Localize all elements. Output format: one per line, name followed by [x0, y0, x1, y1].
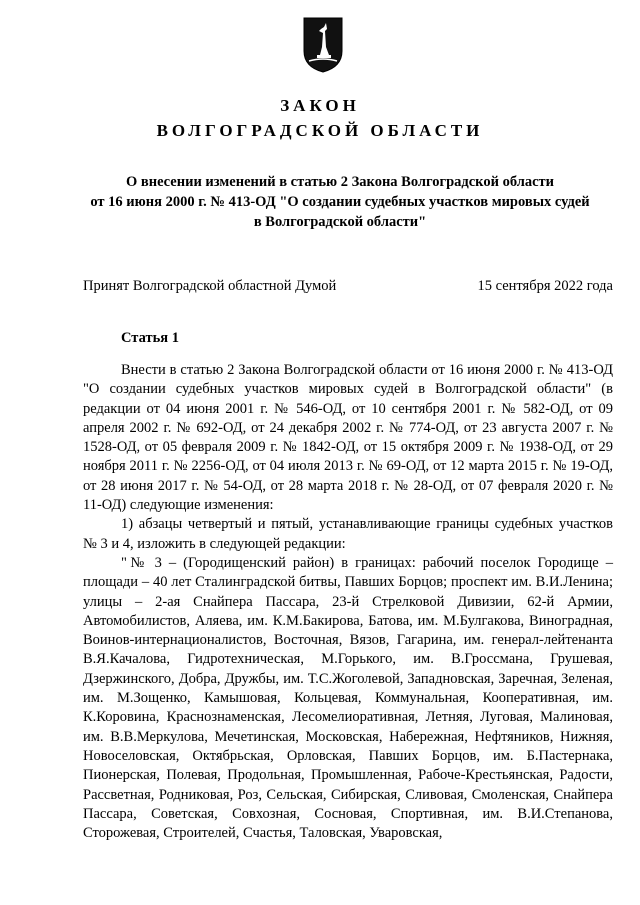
coat-of-arms-icon: [303, 17, 343, 73]
adoption-line: [83, 278, 613, 295]
subject-line: в Волгоградской области": [253, 214, 427, 230]
region-title: ВОЛГОГРАДСКОЙ ОБЛАСТИ: [156, 121, 484, 140]
article-body: [83, 361, 613, 843]
subject-line: О внесении изменений в статью 2 Закона Волгоградской области: [125, 174, 555, 190]
law-subject: [70, 172, 610, 232]
article-item-1: 1) абзацы четвертый и пятый, устанавливающие границы судебных участков № 3 и 4, изложить в следующей редакции:: [83, 516, 613, 552]
article-quote: "№ 3 – (Городищенский район) в границах: рабочий поселок Городище – площади – 40 лет Сталинградской битвы, Павших Борцов; проспект им. В.И.Ленина; улицы – 2-ая Снайпера Пассара, 23-й Стрелковой Дивизии, 62-й Армии, Автомобилистов, Аляева, им. К.М.Бакирова, Батова, им. М.Булгакова, Виноградная, Воинов-интернационалистов, Восточная, Вязов, Гагарина, им. генерал-лейтенанта В.Я.Качалова, Гидротехническая, М.Горького, им. В.Гроссмана, Грушевая, Дзержинского, Добра, Дружбы, им. Т.С.Жоголевой, Западновская, Заречная, Зеленая, им. М.Зощенко, Камышовая, Кольцевая, Коммунальная, Кооперативная, им. К.Коровина, Краснознаменская, Лесомелиоративная, Летняя, Луговая, Малиновая, им. В.В.Меркулова, Мечетинская, Московская, Набережная, Нефтяников, Нижняя, Новоселовская, Октябрьская, Орловская, Павших Борцов, им. Б.Пастернака, Пионерская, Полевая, Продольная, Промышленная, Рабоче-Крестьянская, Радости, Рассветная, Родниковая, Роз, Сельская, Сибирская, Сливовая, Смоленская, Снайпера Пассара, Советская, Совхозная, Сосновая, Спортивная, им. В.И.Степанова, Сторожевая, Строителей, Счастья, Таловская, Уваровская,: [83, 554, 613, 842]
law-title: ЗАКОН: [280, 96, 360, 115]
adopted-by: Принят Волгоградской областной Думой: [83, 278, 337, 294]
adoption-date: 15 сентября 2022 года: [477, 278, 613, 294]
subject-line: от 16 июня 2000 г. № 413-ОД "О создании судебных участков мировых судей: [90, 194, 590, 210]
article-intro: Внести в статью 2 Закона Волгоградской области от 16 июня 2000 г. № 413-ОД "О создании судебных участков мировых судей в Волгоградской области" (в редакции от 04 июня 2001 г. № 546-ОД, от 10 сентября 2001 г. № 582-ОД, от 09 апреля 2002 г. № 692-ОД, от 24 декабря 2002 г. № 774-ОД, от 23 августа 2007 г. № 1528-ОД, от 05 февраля 2009 г. № 1842-ОД, от 15 октября 2009 г. № 1938-ОД, от 29 ноября 2011 г. № 2256-ОД, от 04 июля 2013 г. № 69-ОД, от 12 марта 2015 г. № 19-ОД, от 28 июня 2017 г. № 54-ОД, от 28 марта 2018 г. № 28-ОД, от 07 февраля 2020 г. № 11-ОД) следующие изменения:: [83, 362, 613, 514]
article-heading: Статья 1: [121, 330, 179, 346]
